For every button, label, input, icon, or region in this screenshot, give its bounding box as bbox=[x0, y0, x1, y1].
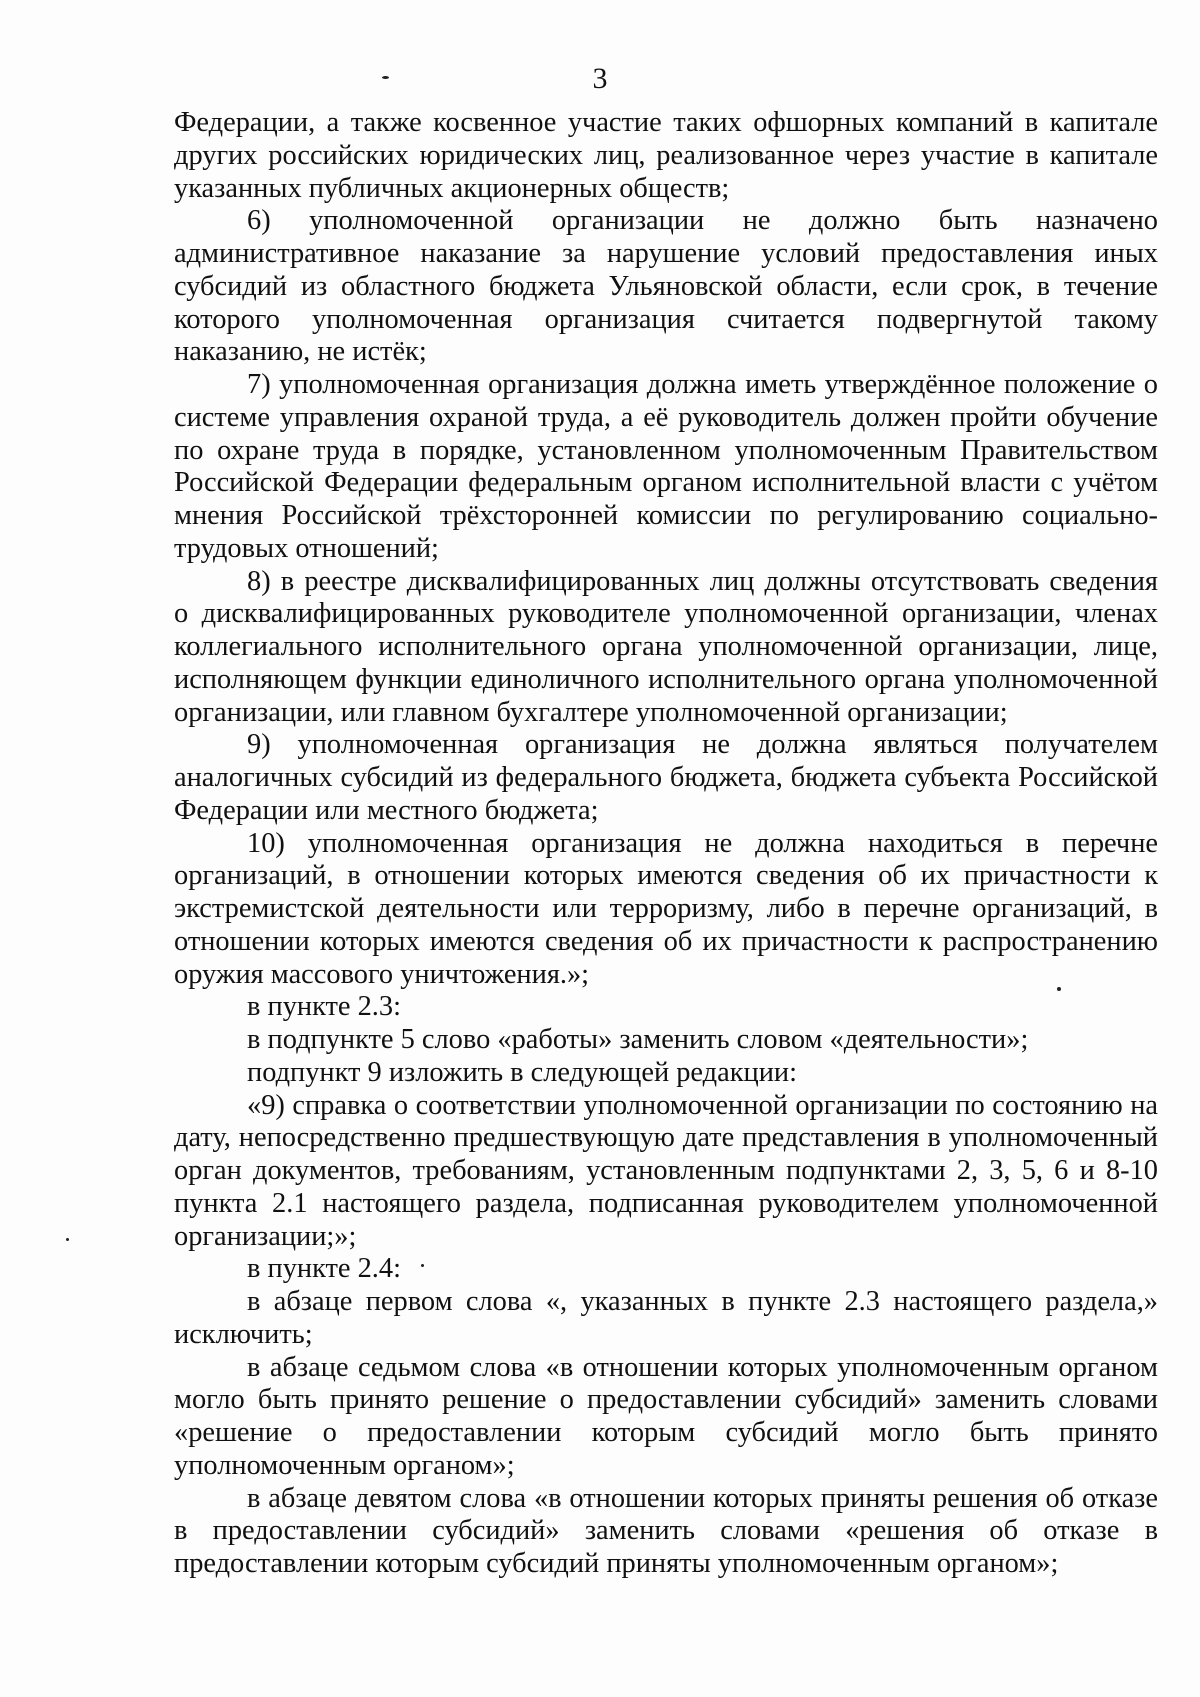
paragraph-item-7: 7) уполномоченная организация должна иметь утверждённое положение о системе управления охраной труда, а её руководитель должен пройти обучение по охране труда в порядке, установленном уполномоченным Правительством Российской Федерации федеральным органом исполнительной власти с учётом мнения Российской трёхсторонней комиссии по регулированию социально-трудовых отношений; bbox=[174, 369, 1158, 564]
scan-speck bbox=[66, 1238, 69, 1241]
scan-speck bbox=[382, 76, 389, 79]
paragraph-first-abzac: в абзаце первом слова «, указанных в пункте 2.3 настоящего раздела,» исключить; bbox=[174, 1286, 1158, 1350]
paragraph-subclause-5: в подпункте 5 слово «работы» заменить словом «деятельности»; bbox=[247, 1024, 1029, 1055]
paragraph-item-9: 9) уполномоченная организация не должна являться получателем аналогичных субсидий из федерального бюджета, бюджета субъекта Российской Федерации или местного бюджета; bbox=[174, 729, 1158, 826]
paragraph-item-10: 10) уполномоченная организация не должна находиться в перечне организаций, в отношении которых имеются сведения об их причастности к экстремистской деятельности или терроризму, либо в перечне организаций, в отношении которых имеются сведения об их причастности к распространению оружия массового уничтожения.»; bbox=[174, 827, 1158, 990]
document-body bbox=[174, 107, 1158, 1581]
paragraph-clause-2-4: в пункте 2.4: bbox=[247, 1253, 401, 1285]
paragraph-new-item-9: «9) справка о соответствии уполномоченной организации по состоянию на дату, непосредственно предшествующую дате представления в уполномоченный орган документов, требованиям, установленным подпунктами 2, 3, 5, 6 и 8-10 пункта 2.1 настоящего раздела, подписанная руководителем уполномоченной организации;»; bbox=[174, 1089, 1158, 1252]
paragraph-federation-continuation: Федерации, а также косвенное участие таких офшорных компаний в капитале других российских юридических лиц, реализованное через участие в капитале указанных публичных акционерных обществ; bbox=[174, 107, 1158, 204]
paragraph-subclause-9: подпункт 9 изложить в следующей редакции: bbox=[247, 1056, 797, 1088]
page-number: 3 bbox=[592, 62, 608, 95]
paragraph-ninth-abzac: в абзаце девятом слова «в отношении которых приняты решения об отказе в предоставлении субсидий» заменить словами «решения об отказе в предоставлении которым субсидий приняты уполномоченным органом»; bbox=[174, 1482, 1158, 1579]
paragraph-item-6: 6) уполномоченной организации не должно быть назначено административное наказание за нарушение условий предоставления иных субсидий из областного бюджета Ульяновской области, если срок, в течение которого уполномоченная организация считается подвергнутой такому наказанию, не истёк; bbox=[174, 205, 1158, 368]
paragraph-item-8: 8) в реестре дисквалифицированных лиц должны отсутствовать сведения о дисквалифицированных руководителе уполномоченной организации, членах коллегиального исполнительного органа уполномоченной организации, лице, исполняющем функции единоличного исполнительного органа уполномоченной организации, или главном бухгалтере уполномоченной организации; bbox=[174, 565, 1158, 728]
paragraph-seventh-abzac: в абзаце седьмом слова «в отношении которых уполномоченным органом могло быть принято решение о предоставлении субсидий» заменить словами «решение о предоставлении которым субсидий могло быть принято уполномоченным органом»; bbox=[174, 1351, 1158, 1481]
paragraph-clause-2-3: в пункте 2.3: bbox=[247, 991, 401, 1023]
